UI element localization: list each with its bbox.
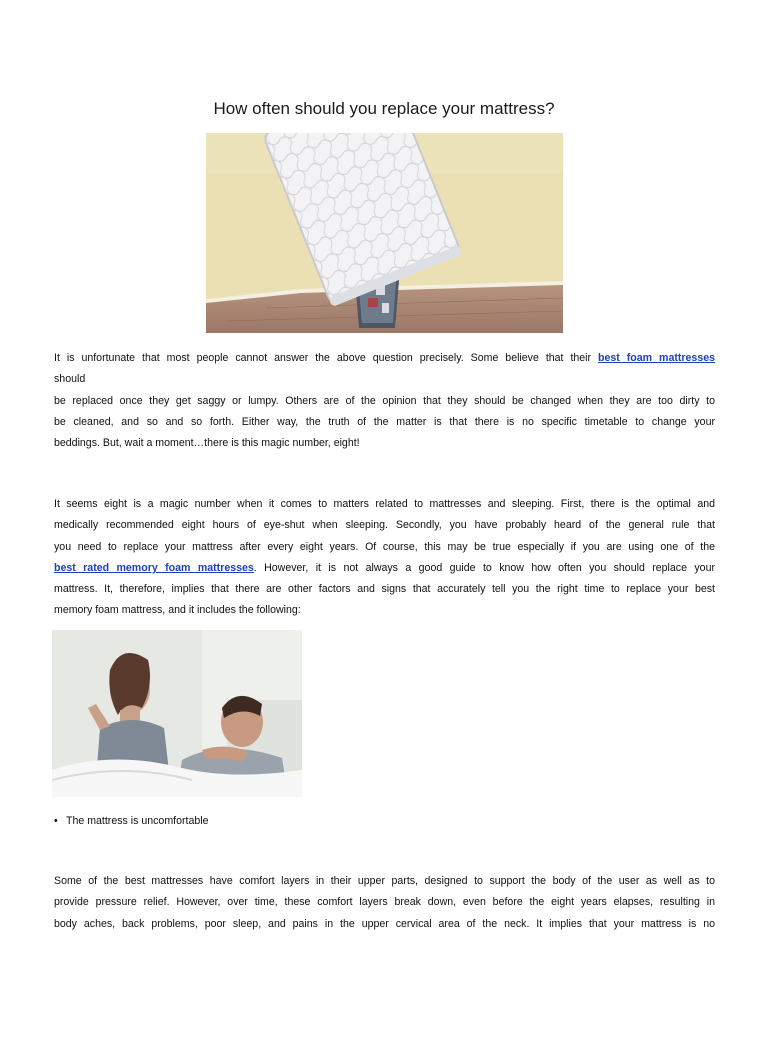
- couple-illustration: [52, 630, 302, 797]
- paragraph-1-line-3: be replaced once they get saggy or lumpy. Others are of the opinion that they should be changed when they are too dirty to: [54, 394, 715, 407]
- paragraph-2-line-6: memory foam mattress, and it includes the following:: [54, 604, 301, 617]
- paragraph-3: [54, 871, 715, 935]
- paragraph-2-line-3: you need to replace your mattress after every eight years. Of course, this may be true especially if you are using one of the: [54, 540, 715, 553]
- page-title: How often should you replace your mattress?: [213, 99, 555, 118]
- bullet-text: The mattress is uncomfortable: [66, 815, 209, 827]
- mattress-photo: [206, 133, 563, 333]
- paragraph-1-line-4: be cleaned, and so and so forth. Either way, the truth of the matter is that there is no specific timetable to change your: [54, 415, 715, 428]
- paragraph-2-line-5: mattress. It, therefore, implies that there are other factors and signs that accurately tell you the right time to replace your best: [54, 583, 715, 596]
- best-rated-memory-foam-mattresses-link[interactable]: best rated memory foam mattresses: [54, 561, 254, 574]
- paragraph-3-line-3: body aches, back problems, poor sleep, and pains in the upper cervical area of the neck. It implies that your mattress is no: [54, 917, 715, 930]
- best-foam-mattresses-link[interactable]: best foam mattresses: [598, 352, 715, 364]
- paragraph-1-line-1: [54, 348, 715, 369]
- paragraph-2-text: . However, it is not always a good guide to know how often you should replace your: [253, 561, 715, 574]
- paragraph-3-line-1: Some of the best mattresses have comfort layers in their upper parts, designed to support the body of the user as well as to: [54, 875, 715, 887]
- paragraph-3-line-2: provide pressure relief. However, over time, these comfort layers break down, even before the eight years elapses, resulting in: [54, 896, 715, 909]
- bullet-symbol: •: [54, 815, 58, 827]
- paragraph-1: [54, 348, 715, 454]
- bullet-item: [54, 812, 208, 830]
- paragraph-1-line-2: should: [54, 373, 86, 386]
- paragraph-2-line-1: It seems eight is a magic number when it comes to matters related to mattresses and sleeping. First, there is the optimal and: [54, 498, 715, 510]
- mattress-illustration: [206, 133, 563, 333]
- paragraph-1-line-5: beddings. But, wait a moment…there is this magic number, eight!: [54, 437, 360, 450]
- paragraph-2-line-4: [54, 558, 715, 579]
- paragraph-1-text: It is unfortunate that most people cannot answer the above question precisely. Some believe that their: [54, 352, 599, 364]
- paragraph-2: [54, 494, 715, 622]
- paragraph-2-line-2: medically recommended eight hours of eye-shut when sleeping. Secondly, you have probably heard of the general rule that: [54, 519, 715, 532]
- couple-back-pain-photo: [52, 630, 302, 797]
